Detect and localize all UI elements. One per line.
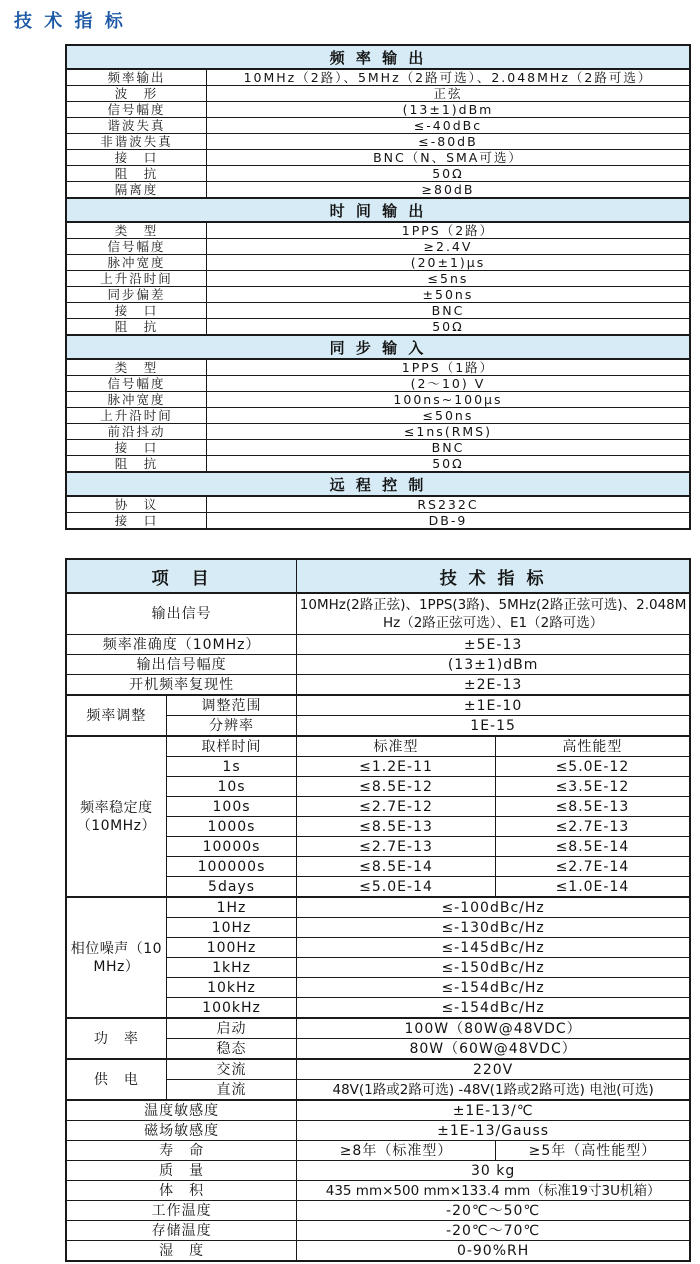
spec-label: 上升沿时间 (66, 408, 206, 424)
spec-value: (13±1)dBm (297, 655, 690, 675)
table-row (66, 287, 690, 303)
spec-label: 温度敏感度 (66, 1100, 297, 1121)
section-header-row (66, 45, 690, 69)
spec-label: 寿 命 (66, 1141, 297, 1161)
spec-label: 非谐波失真 (66, 134, 206, 150)
spec-value: RS232C (206, 496, 690, 513)
table-row (66, 166, 690, 182)
spec-label: 信号幅度 (66, 239, 206, 255)
group-label-power: 功 率 (66, 1018, 166, 1059)
spec-value: ±2E-13 (297, 675, 690, 696)
spec-label: 前沿抖动 (66, 424, 206, 440)
high-perf-value: ≤3.5E-12 (495, 777, 690, 797)
spec-value: 1E-15 (297, 716, 690, 737)
table-row (66, 182, 690, 199)
standard-value: ≤8.5E-13 (297, 817, 496, 837)
spec-label: 接 口 (66, 150, 206, 166)
spec-value: 48V(1路或2路可选) -48V(1路或2路可选) 电池(可选) (297, 1080, 690, 1101)
page-title: 技 术 指 标 (14, 11, 126, 32)
table-row (66, 1100, 690, 1121)
table-row (66, 897, 690, 918)
lifetime-standard: ≥8年（标准型） (297, 1141, 496, 1161)
spec-label: 频率准确度（10MHz） (66, 635, 297, 655)
lifetime-high-perf: ≥5年（高性能型） (495, 1141, 690, 1161)
spec-value: BNC (206, 440, 690, 456)
spec-value: ≥2.4V (206, 239, 690, 255)
spec-label: 接 口 (66, 440, 206, 456)
sample-time: 1s (166, 757, 296, 777)
spec-value: -20℃～50℃ (297, 1201, 690, 1221)
spec-value: (20±1)μs (206, 255, 690, 271)
spec-sublabel: 分辨率 (166, 716, 296, 737)
spec-value: DB-9 (206, 513, 690, 530)
table-row (66, 319, 690, 336)
spec-label: 类 型 (66, 359, 206, 376)
high-perf-value: ≤8.5E-14 (495, 837, 690, 857)
spec-label: 上升沿时间 (66, 271, 206, 287)
group-label-supply: 供 电 (66, 1059, 166, 1100)
spec-value: 10MHz(2路正弦)、1PPS(3路)、5MHz(2路正弦可选)、2.048MHz（2路正弦可选）、E1（2路可选） (297, 593, 690, 635)
sample-time: 100s (166, 797, 296, 817)
section-header-row (66, 335, 690, 359)
table-row (66, 496, 690, 513)
spec-value: ±5E-13 (297, 635, 690, 655)
table-row (66, 736, 690, 757)
spec-label: 磁场敏感度 (66, 1121, 297, 1141)
spec-label: 信号幅度 (66, 102, 206, 118)
spec-value: 正弦 (206, 86, 690, 102)
table-row (66, 1121, 690, 1141)
spec-value: (13±1)dBm (206, 102, 690, 118)
table-row (66, 392, 690, 408)
section-header-row (66, 198, 690, 222)
sample-time: 10000s (166, 837, 296, 857)
spec-value: 1PPS（1路） (206, 359, 690, 376)
table-row (66, 69, 690, 86)
spec-value: 30 kg (297, 1161, 690, 1181)
spec-value: ≤-40dBc (206, 118, 690, 134)
spec-label: 输出信号 (66, 593, 297, 635)
table-row (66, 86, 690, 102)
table-row (66, 150, 690, 166)
table-row (66, 456, 690, 473)
spec-value: (2～10) V (206, 376, 690, 392)
section-header-time-output: 时 间 输 出 (66, 198, 690, 222)
table-row (66, 376, 690, 392)
spec-value: ±1E-13/℃ (297, 1100, 690, 1121)
spec-label: 波 形 (66, 86, 206, 102)
spec-value: ≤50ns (206, 408, 690, 424)
spec-sublabel: 交流 (166, 1059, 296, 1080)
table-row (66, 1161, 690, 1181)
column-header-item: 项 目 (66, 559, 297, 593)
spec-value: ≤-154dBc/Hz (297, 978, 690, 998)
spec-value: ≤5ns (206, 271, 690, 287)
sample-time-header: 取样时间 (166, 736, 296, 757)
section-header-sync-input: 同 步 输 入 (66, 335, 690, 359)
group-label-phase-noise: 相位噪声（10MHz） (66, 897, 166, 1018)
table-row (66, 271, 690, 287)
spec-label: 工作温度 (66, 1201, 297, 1221)
spec-label: 存储温度 (66, 1221, 297, 1241)
spec-label: 阻 抗 (66, 456, 206, 473)
spec-value: ±1E-13/Gauss (297, 1121, 690, 1141)
sample-time: 1000s (166, 817, 296, 837)
spec-label: 频率输出 (66, 69, 206, 86)
spec-value: 100ns~100μs (206, 392, 690, 408)
group-label-freq-adjust: 频率调整 (66, 695, 166, 736)
spec-value: BNC（N、SMA可选） (206, 150, 690, 166)
interface-spec-table (65, 44, 691, 530)
standard-value: ≤2.7E-13 (297, 837, 496, 857)
spec-label: 隔离度 (66, 182, 206, 199)
table-row (66, 359, 690, 376)
table-row (66, 513, 690, 530)
table-row (66, 440, 690, 456)
table-row (66, 222, 690, 239)
spec-value: -20℃～70℃ (297, 1221, 690, 1241)
table-row (66, 1181, 690, 1201)
table-row (66, 635, 690, 655)
high-perf-value: ≤5.0E-12 (495, 757, 690, 777)
table-row (66, 118, 690, 134)
spec-value: ≤-80dB (206, 134, 690, 150)
offset-freq: 100kHz (166, 998, 296, 1019)
header-row (66, 559, 690, 593)
table-row (66, 1018, 690, 1039)
spec-value: ±1E-10 (297, 695, 690, 716)
spec-label: 湿 度 (66, 1241, 297, 1262)
table-row (66, 1241, 690, 1262)
spec-value: 100W（80W@48VDC） (297, 1018, 690, 1039)
spec-value: 435 mm×500 mm×133.4 mm（标准19寸3U机箱） (297, 1181, 690, 1201)
section-header-remote-control: 远 程 控 制 (66, 472, 690, 496)
spec-value: ≤-145dBc/Hz (297, 938, 690, 958)
table-row (66, 102, 690, 118)
spec-label: 协 议 (66, 496, 206, 513)
spec-label: 阻 抗 (66, 166, 206, 182)
spec-value: 0-90%RH (297, 1241, 690, 1262)
spec-value: ≤-150dBc/Hz (297, 958, 690, 978)
table-row (66, 1141, 690, 1161)
high-perf-value: ≤2.7E-14 (495, 857, 690, 877)
high-perf-value: ≤2.7E-13 (495, 817, 690, 837)
spec-value: 50Ω (206, 319, 690, 336)
standard-value: ≤1.2E-11 (297, 757, 496, 777)
section-header-frequency-output: 频 率 输 出 (66, 45, 690, 69)
offset-freq: 100Hz (166, 938, 296, 958)
offset-freq: 10Hz (166, 918, 296, 938)
standard-value: ≤8.5E-14 (297, 857, 496, 877)
group-label-stability: 频率稳定度（10MHz） (66, 736, 166, 897)
spec-value: 220V (297, 1059, 690, 1080)
spec-label: 同步偏差 (66, 287, 206, 303)
spec-value: ≤-130dBc/Hz (297, 918, 690, 938)
spec-value: ≤1ns(RMS) (206, 424, 690, 440)
spec-label: 质 量 (66, 1161, 297, 1181)
spec-sublabel: 稳态 (166, 1039, 296, 1060)
standard-value: ≤2.7E-12 (297, 797, 496, 817)
table-row (66, 239, 690, 255)
spec-value: 50Ω (206, 456, 690, 473)
table-row (66, 675, 690, 696)
table-row (66, 1201, 690, 1221)
standard-value: ≤5.0E-14 (297, 877, 496, 898)
spec-label: 接 口 (66, 513, 206, 530)
spec-value: BNC (206, 303, 690, 319)
table-row (66, 303, 690, 319)
spec-label: 信号幅度 (66, 376, 206, 392)
sample-time: 5days (166, 877, 296, 898)
spec-label: 输出信号幅度 (66, 655, 297, 675)
spec-sublabel: 调整范围 (166, 695, 296, 716)
table-row (66, 1221, 690, 1241)
spec-value: ≤-100dBc/Hz (297, 897, 690, 918)
column-header-spec: 技 术 指 标 (297, 559, 690, 593)
sample-time: 10s (166, 777, 296, 797)
technical-spec-table (65, 558, 691, 1262)
offset-freq: 1Hz (166, 897, 296, 918)
spec-sublabel: 启动 (166, 1018, 296, 1039)
spec-value: ±50ns (206, 287, 690, 303)
high-perf-type-header: 高性能型 (495, 736, 690, 757)
sample-time: 100000s (166, 857, 296, 877)
table-row (66, 408, 690, 424)
offset-freq: 1kHz (166, 958, 296, 978)
spec-value: 80W（60W@48VDC） (297, 1039, 690, 1060)
spec-label: 体 积 (66, 1181, 297, 1201)
table-row (66, 424, 690, 440)
section-header-row (66, 472, 690, 496)
table-row (66, 695, 690, 716)
table-row (66, 655, 690, 675)
table-row (66, 255, 690, 271)
spec-value: 1PPS（2路） (206, 222, 690, 239)
table-row (66, 593, 690, 635)
spec-value: 50Ω (206, 166, 690, 182)
spec-label: 开机频率复现性 (66, 675, 297, 696)
spec-value: ≥80dB (206, 182, 690, 199)
high-perf-value: ≤8.5E-13 (495, 797, 690, 817)
spec-label: 接 口 (66, 303, 206, 319)
offset-freq: 10kHz (166, 978, 296, 998)
spec-label: 阻 抗 (66, 319, 206, 336)
spec-value: 10MHz（2路）、5MHz（2路可选）、2.048MHz（2路可选） (206, 69, 690, 86)
table-row (66, 1059, 690, 1080)
spec-label: 脉冲宽度 (66, 255, 206, 271)
spec-label: 类 型 (66, 222, 206, 239)
standard-type-header: 标准型 (297, 736, 496, 757)
spec-sublabel: 直流 (166, 1080, 296, 1101)
high-perf-value: ≤1.0E-14 (495, 877, 690, 898)
standard-value: ≤8.5E-12 (297, 777, 496, 797)
spec-value: ≤-154dBc/Hz (297, 998, 690, 1019)
table-row (66, 134, 690, 150)
spec-label: 谐波失真 (66, 118, 206, 134)
spec-label: 脉冲宽度 (66, 392, 206, 408)
